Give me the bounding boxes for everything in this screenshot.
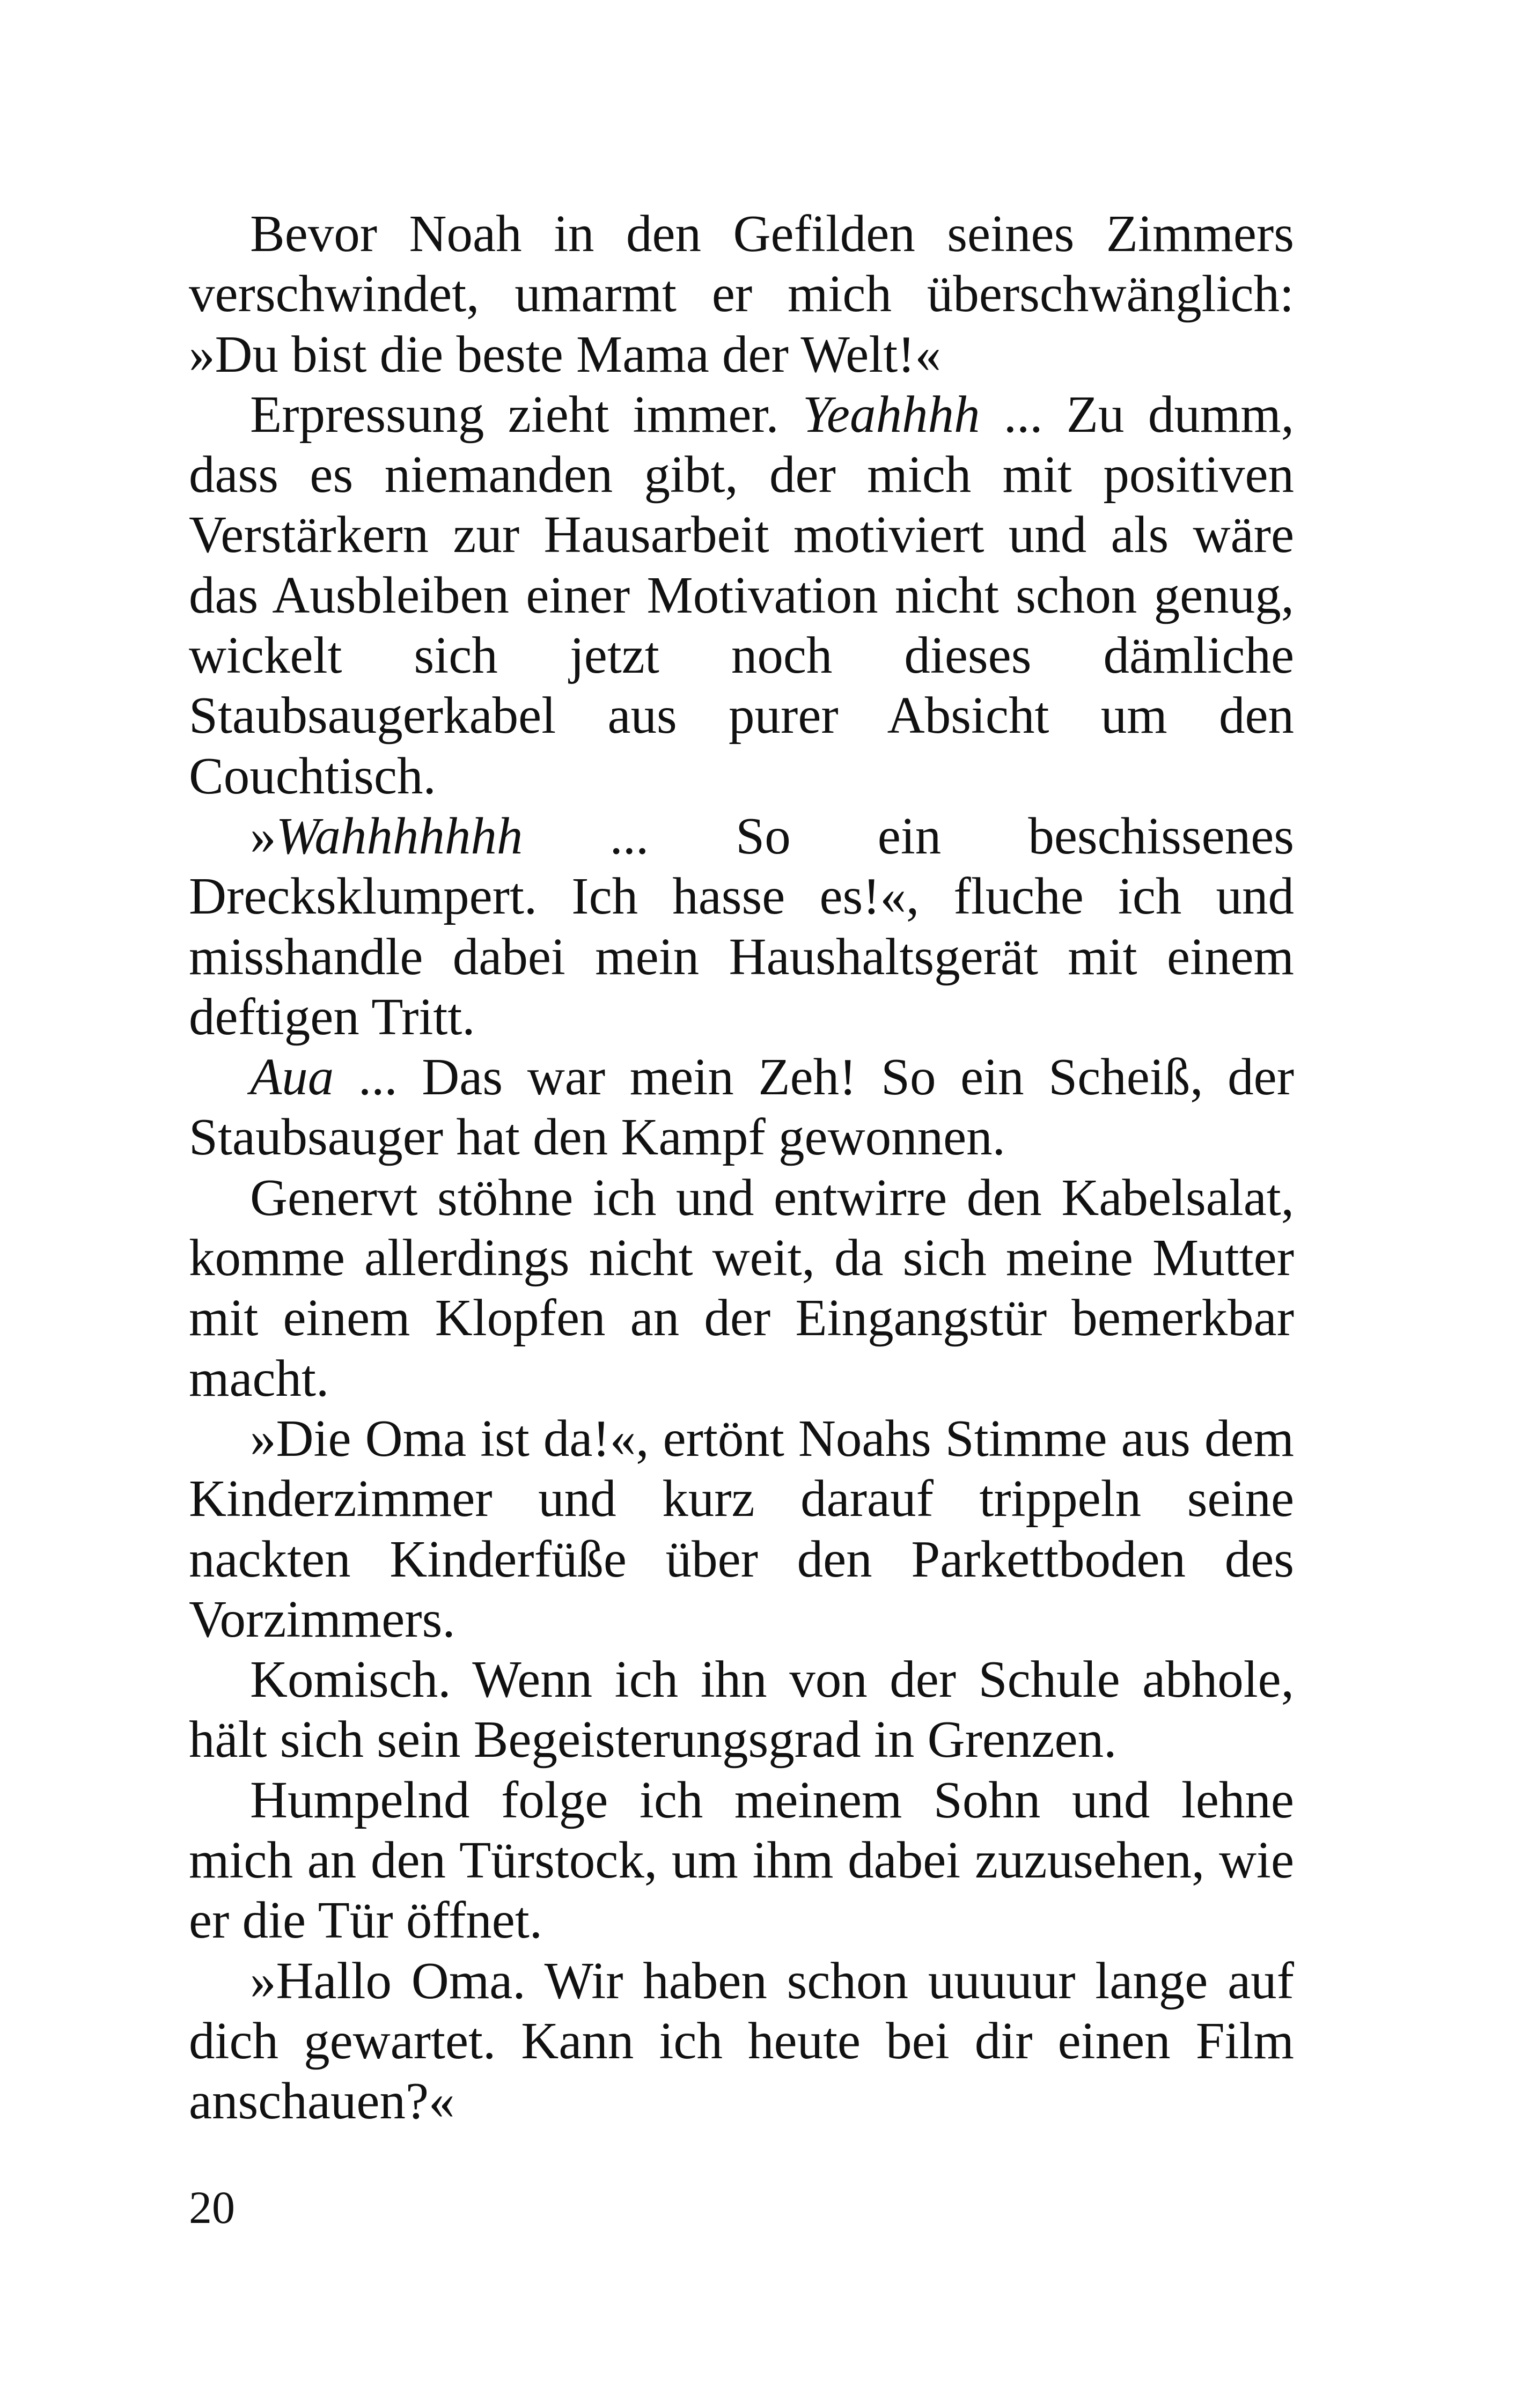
italic-text-run: Wahhhhhhh (276, 807, 523, 865)
paragraph (189, 806, 1294, 1047)
paragraph (189, 1951, 1294, 2132)
italic-text-run: Aua (250, 1048, 334, 1106)
text-run: Komisch. Wenn ich ihn von der Schule abhole, hält sich sein Begeisterungsgrad in Grenzen. (189, 1651, 1294, 1769)
text-run: » (250, 807, 276, 865)
text-run: ... So ein beschissenes Drecksklumpert. Ich hasse es!«, fluche ich und misshandle dabei mein Haushaltsgerät mit einem deftigen Tritt. (189, 807, 1294, 1045)
text-run: Humpelnd folge ich meinem Sohn und lehne mich an den Türstock, um ihm dabei zuzusehen, wie er die Tür öffnet. (189, 1771, 1294, 1949)
paragraph (189, 1770, 1294, 1951)
paragraph (189, 204, 1294, 385)
paragraph (189, 1047, 1294, 1168)
text-run: Bevor Noah in den Gefilden seines Zimmers verschwindet, umarmt er mich überschwänglich: »Du bist die beste Mama der Welt!« (189, 205, 1294, 383)
page-number: 20 (189, 2182, 235, 2233)
body-text (189, 204, 1294, 2132)
text-run: ... Das war mein Zeh! So ein Scheiß, der Staubsauger hat den Kampf gewonnen. (189, 1048, 1294, 1166)
text-run: »Hallo Oma. Wir haben schon uuuuur lange auf dich gewartet. Kann ich heute bei dir einen Film anschauen?« (189, 1952, 1294, 2130)
paragraph (189, 385, 1294, 806)
text-run: »Die Oma ist da!«, ertönt Noahs Stimme aus dem Kinderzimmer und kurz darauf trippeln seine nackten Kinderfüße über den Parkettboden des Vorzimmers. (189, 1409, 1294, 1648)
paragraph (189, 1649, 1294, 1770)
paragraph (189, 1409, 1294, 1649)
paragraph (189, 1168, 1294, 1409)
text-run: Genervt stöhne ich und entwirre den Kabelsalat, komme allerdings nicht weit, da sich meine Mutter mit einem Klopfen an der Eingangstür bemerkbar macht. (189, 1168, 1294, 1407)
text-run: ... Zu dumm, dass es niemanden gibt, der mich mit positiven Verstärkern zur Hausarbeit motiviert und als wäre das Ausbleiben einer Motivation nicht schon genug, wickelt sich jetzt noch dieses dämliche Staubsaugerkabel aus purer Absicht um den Couchtisch. (189, 385, 1294, 805)
italic-text-run: Yeahhhh (802, 385, 980, 443)
text-run: Erpressung zieht immer. (250, 385, 803, 443)
